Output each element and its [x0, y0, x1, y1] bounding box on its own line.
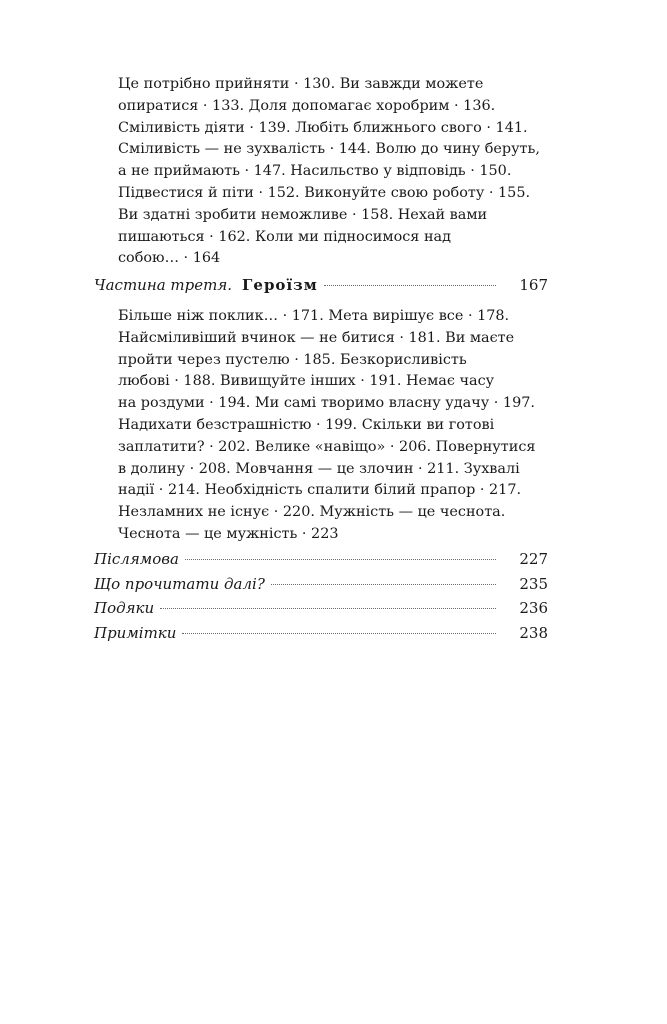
toc-line: опиратися · 133. Доля допомагає хоробрим · 136. [118, 97, 496, 114]
dot-leader [182, 633, 496, 634]
toc-line: Чеснота — це мужність · 223 [118, 525, 339, 542]
toc-line: Найсміливіший вчинок — не битися · 181. Ви маєте [118, 329, 515, 346]
toc-line: любові · 188. Вивищуйте інших · 191. Немає часу [118, 373, 495, 390]
part-three-label: Частина третя. [94, 276, 233, 294]
page-number: 236 [519, 599, 548, 618]
toc-line: Сміливість — не зухвалість · 144. Волю до чину беруть, [118, 141, 540, 158]
part-three-title: Героїзм [242, 276, 318, 294]
toc-line: пройти через пустелю · 185. Безкорисливість [118, 351, 467, 368]
toc-line: Це потрібно прийняти · 130. Ви завжди можете [118, 76, 484, 92]
toc-line: собою… · 164 [118, 250, 221, 267]
toc-line: пишаються · 162. Коли ми підносимося над [118, 228, 451, 245]
entry-title: Післямова [94, 550, 179, 568]
dot-leader [185, 559, 496, 560]
dot-leader [324, 285, 496, 286]
entry-title: Подяки [94, 599, 155, 618]
toc-line: Надихати безстрашністю · 199. Скільки ви готові [118, 416, 495, 433]
toc-line: Більше ніж поклик… · 171. Мета вирішує все · 178. [118, 308, 510, 324]
toc-line: в долину · 208. Мовчання — це злочин · 211. Зухвалі [118, 460, 520, 477]
toc-line: на роздуми · 194. Ми самі творимо власну удачу · 197. [118, 395, 535, 412]
toc-line: надії · 214. Необхідність спалити білий прапор · 217. [118, 482, 522, 499]
toc-line: Незламних не існує · 220. Мужність — це чеснота. [118, 504, 506, 521]
page-number: 238 [519, 623, 548, 642]
page-number: 167 [519, 276, 548, 294]
toc-entry-notes [94, 624, 548, 649]
dot-leader [271, 584, 496, 585]
appendix-list [94, 550, 548, 648]
part-three-heading [94, 276, 548, 300]
toc-line: Сміливість діяти · 139. Любіть ближнього свого · 141. [118, 119, 528, 136]
toc-line: Підвестися й піти · 152. Виконуйте свою роботу · 155. [118, 184, 531, 201]
part-two-entries [118, 74, 540, 270]
toc-line: Ви здатні зробити неможливе · 158. Нехай вами [118, 206, 488, 223]
page-number: 227 [519, 550, 548, 568]
toc-entry-afterword [94, 550, 548, 575]
toc-entry-further-reading [94, 575, 548, 600]
entry-title: Що прочитати далі? [94, 574, 265, 593]
toc-entry-acknowledgements [94, 599, 548, 624]
toc-line: заплатити? · 202. Велике «навіщо» · 206. Повернутися [118, 438, 536, 455]
entry-title: Примітки [94, 623, 177, 642]
part-three-entries [118, 306, 536, 546]
dot-leader [160, 608, 496, 609]
page-number: 235 [519, 574, 548, 593]
toc-line: а не приймають · 147. Насильство у відповідь · 150. [118, 163, 512, 180]
